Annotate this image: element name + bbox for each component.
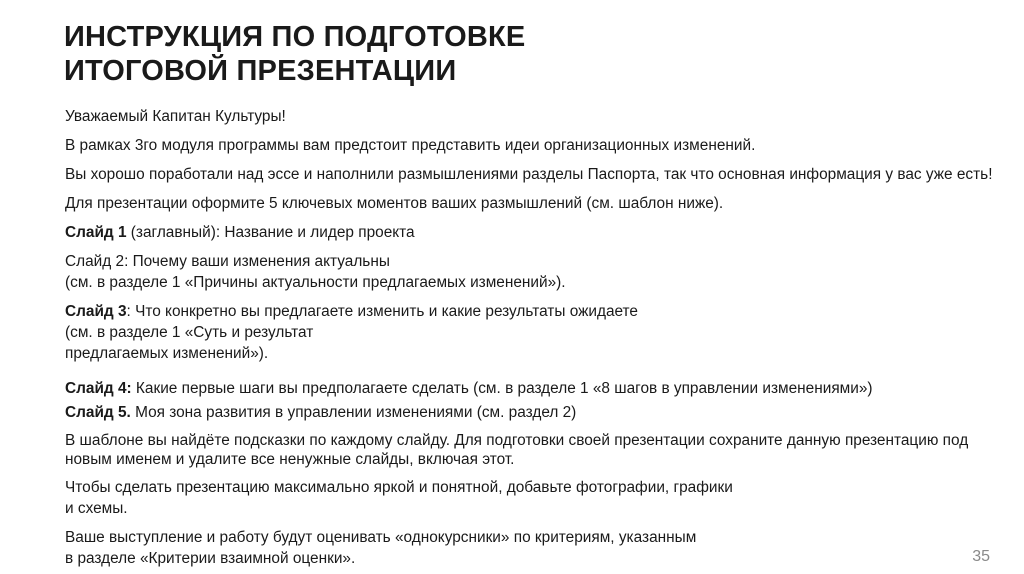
slide-3-line-3: предлагаемых изменений»). — [65, 345, 269, 362]
page-number: 35 — [972, 548, 990, 565]
slide-3-label: Слайд 3 — [65, 303, 127, 320]
slide-5-label: Слайд 5. — [65, 404, 131, 421]
paragraph-essay: Вы хорошо поработали над эссе и наполнили размышлениями разделы Паспорта, так что основная информация у вас уже есть! — [65, 166, 993, 183]
slide-body — [65, 106, 1000, 574]
title-line-1: ИНСТРУКЦИЯ ПО ПОДГОТОВКЕ — [64, 21, 526, 53]
greeting: Уважаемый Капитан Культуры! — [65, 108, 286, 125]
slide-5-text: Моя зона развития в управлении изменениями (см. раздел 2) — [130, 404, 577, 421]
slide-3-text: : Что конкретно вы предлагаете изменить и какие результаты ожидаете — [126, 303, 638, 320]
slide-3-line-1 — [65, 301, 1000, 322]
paragraph-bright-line-2: и схемы. — [65, 500, 128, 517]
slide-4-text: Какие первые шаги вы предполагаете сделать (см. в разделе 1 «8 шагов в управлении изменениями») — [131, 380, 873, 397]
paragraph-evaluation — [65, 527, 1000, 569]
paragraph-template: В шаблоне вы найдёте подсказки по каждому слайду. Для подготовки своей презентации сохраните данную презентацию под новым именем и удалите все ненужные слайды, включая этот. — [65, 432, 969, 468]
slide-2-item — [65, 251, 1000, 293]
paragraph-evaluation-line-1: Ваше выступление и работу будут оценивать «однокурсники» по критериям, указанным — [65, 529, 697, 546]
page-title — [64, 20, 525, 88]
slide-5-item — [65, 402, 1000, 423]
slide-3-item — [65, 301, 1000, 364]
slide-2-line-2: (см. в разделе 1 «Причины актуальности предлагаемых изменений»). — [65, 274, 566, 291]
slide-4-item — [65, 378, 1000, 399]
paragraph-bright — [65, 477, 1000, 519]
paragraph-bright-line-1: Чтобы сделать презентацию максимально яркой и понятной, добавьте фотографии, графики — [65, 479, 733, 496]
slide-1-text: (заглавный): Название и лидер проекта — [126, 224, 415, 241]
slide-4-label: Слайд 4: — [65, 380, 132, 397]
slide-3-line-2: (см. в разделе 1 «Суть и результат — [65, 324, 314, 341]
paragraph-evaluation-line-2: в разделе «Критерии взаимной оценки». — [65, 550, 356, 567]
paragraph-format: Для презентации оформите 5 ключевых моментов ваших размышлений (см. шаблон ниже). — [65, 195, 724, 212]
paragraph-module: В рамках 3го модуля программы вам предстоит представить идеи организационных изменений. — [65, 137, 756, 154]
slide-1-label: Слайд 1 — [65, 224, 127, 241]
slide-2-line-1: Слайд 2: Почему ваши изменения актуальны — [65, 253, 390, 270]
slide-1-item — [65, 222, 1000, 243]
title-line-2: ИТОГОВОЙ ПРЕЗЕНТАЦИИ — [64, 55, 457, 87]
